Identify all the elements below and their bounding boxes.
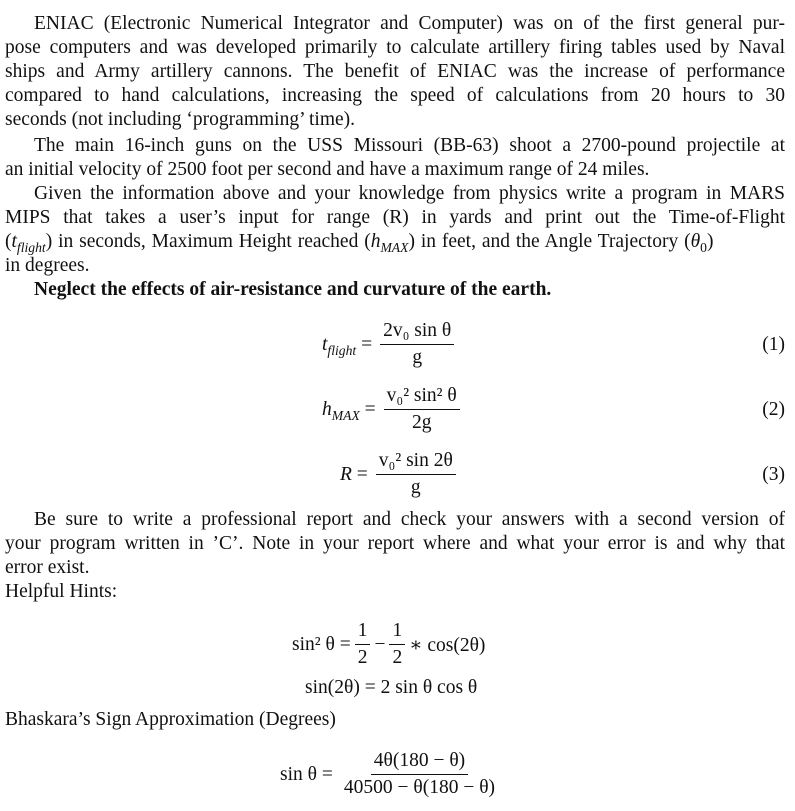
equation-number: (2) [762, 399, 785, 420]
text-line: in degrees. [5, 255, 90, 276]
math: t [322, 333, 328, 355]
math-theta: θ [690, 231, 701, 252]
math: h [322, 398, 332, 420]
denominator: g [412, 347, 423, 368]
bhaskara-equation [280, 750, 502, 799]
fraction [341, 750, 498, 799]
math-sub: flight [327, 342, 357, 358]
math-t: t [11, 231, 17, 252]
text-line: Be sure to write a professional report and check your answers with a second version of [34, 509, 785, 530]
equation-lhs: R = [340, 463, 368, 485]
text-line: ENIAC (Electronic Numerical Integrator and Computer) was on of the first general pur- [34, 13, 785, 34]
numerator: 1 [355, 620, 371, 645]
text: ( [5, 231, 12, 252]
bhaskara-label: Bhaskara’s Sign Approximation (Degrees) [5, 709, 336, 730]
fraction [355, 620, 371, 669]
text-line: compared to hand calculations, increasing the speed of calculations from 20 hours to 30 [5, 85, 785, 106]
numerator: v₀² sin 2θ [376, 450, 456, 475]
denominator: 40500 − θ(180 − θ) [343, 777, 496, 798]
hints-label: Helpful Hints: [5, 581, 118, 602]
equation-number: (3) [762, 464, 785, 485]
text-line [5, 230, 785, 254]
equation-lhs: sin² θ = [292, 633, 351, 655]
equation-rhs: ∗ cos(2θ) [409, 634, 486, 656]
numerator: 1 [389, 620, 405, 645]
fraction [389, 620, 405, 669]
denominator: 2 [357, 647, 368, 668]
math-sub: MAX [380, 239, 409, 255]
math-sub: MAX [331, 407, 360, 423]
equation-lhs: sin θ = [280, 763, 333, 785]
denominator: 2g [411, 412, 432, 433]
operator: − [374, 633, 386, 655]
numerator: 2v₀ sin θ [380, 320, 454, 345]
text-line: seconds (not including ‘programming’ time). [5, 109, 356, 130]
text-line: error exist. [5, 557, 90, 578]
denominator: g [410, 477, 421, 498]
numerator: v₀² sin² θ [384, 385, 460, 410]
equation-lhs: $t_{flight}$ = [322, 333, 373, 358]
text-line: Given the information above and your knowledge from physics write a program in MARS [34, 183, 785, 204]
denominator: 2 [392, 647, 403, 668]
text-line: pose computers and was developed primarily to calculate artillery firing tables used by Naval [5, 37, 785, 58]
equation-number: (1) [762, 334, 785, 355]
text: ) in feet, and the Angle Trajectory ( [408, 231, 691, 252]
text: ) in seconds, Maximum Height reached ( [45, 231, 371, 252]
bold-note: Neglect the effects of air-resistance and curvature of the earth. [34, 279, 552, 300]
math-sub: 0 [700, 239, 707, 255]
text: ) [707, 231, 714, 252]
text-line: your program written in ’C’. Note in your report where and what your error is and why that [5, 533, 785, 554]
text-line: ships and Army artillery cannons. The benefit of ENIAC was the increase of performance [5, 61, 785, 82]
hint-equation-1 [292, 620, 485, 669]
hint-equation-2: sin(2θ) = 2 sin θ cos θ [305, 677, 478, 698]
numerator: 4θ(180 − θ) [371, 750, 468, 775]
math-h: h [370, 231, 381, 252]
math: R [340, 463, 352, 485]
equation-lhs: $h_{MAX}$ = [322, 398, 376, 423]
text-line: MIPS that takes a user’s input for range (R) in yards and print out the Time-of-Flight [5, 207, 785, 228]
text-line: an initial velocity of 2500 foot per second and have a maximum range of 24 miles. [5, 159, 650, 180]
math-sub: flight [16, 239, 46, 255]
text-line: The main 16-inch guns on the USS Missouri (BB-63) shoot a 2700-pound projectile at [34, 135, 785, 156]
